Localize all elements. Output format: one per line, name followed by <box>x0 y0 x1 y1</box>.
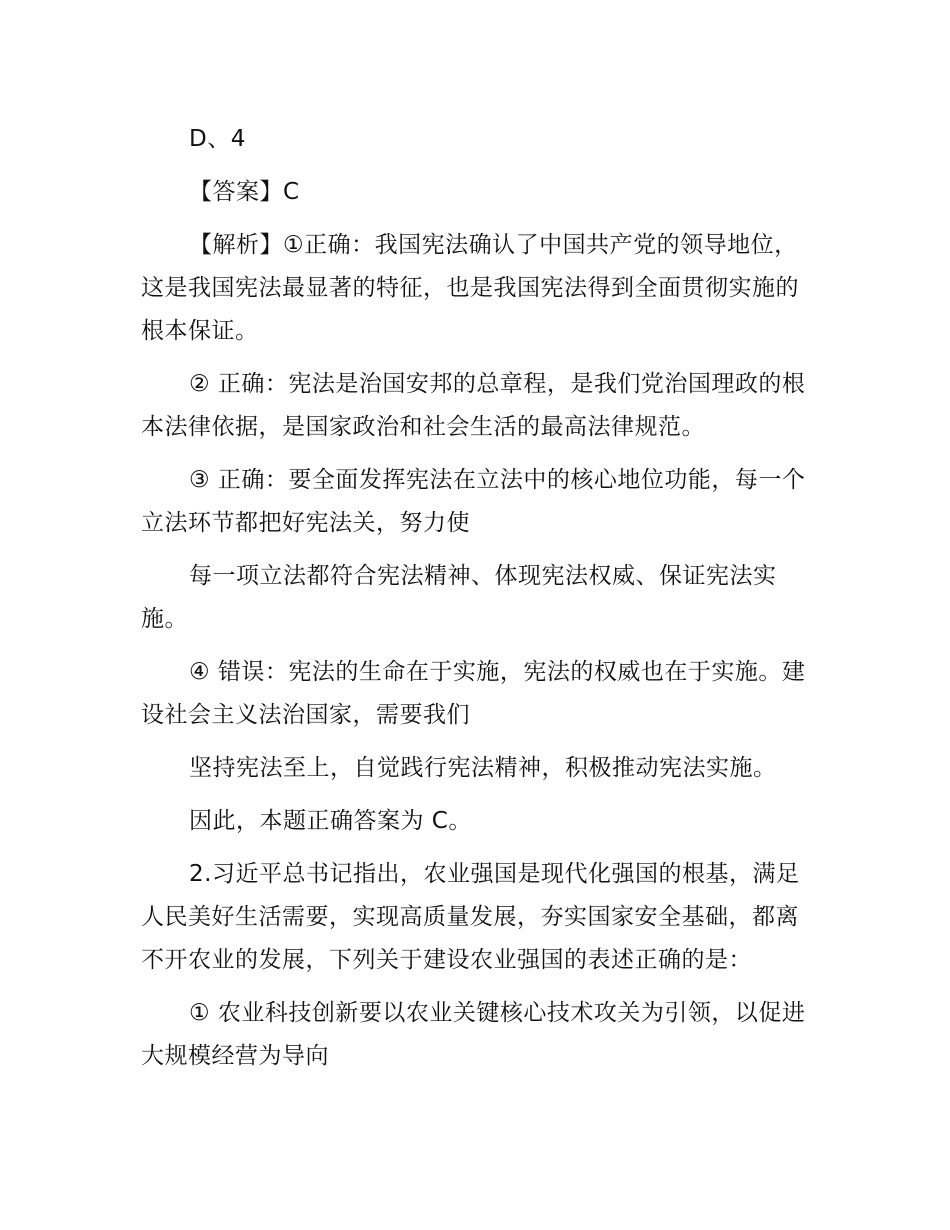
option-d-line: D、4 <box>189 126 246 152</box>
analysis-point-3: ③ 正确：要全面发挥宪法在立法中的核心地位功能，每一个立法环节都把好宪法关，努力使 <box>141 467 806 536</box>
analysis-point-4: ④ 错误：宪法的生命在于实施，宪法的权威也在于实施。建设社会主义法治国家，需要我们 <box>141 659 806 728</box>
question-2-stem: 2.习近平总书记指出，农业强国是现代化强国的根基，满足人民美好生活需要，实现高质量发展，夯实国家安全基础，都离不开农业的发展，下列关于建设农业强国的表述正确的是： <box>141 861 800 973</box>
conclusion-line: 因此，本题正确答案为 C。 <box>189 808 472 834</box>
analysis-point-3-continued: 每一项立法都符合宪法精神、体现宪法权威、保证宪法实施。 <box>141 563 777 632</box>
analysis-point-4-continued: 坚持宪法至上，自觉践行宪法精神，积极推动宪法实施。 <box>189 755 777 781</box>
analysis-point-1: 【解析】①正确：我国宪法确认了中国共产党的领导地位，这是我国宪法最显著的特征，也是我国宪法得到全面贯彻实施的根本保证。 <box>141 232 799 344</box>
document-body <box>141 118 811 1088</box>
question-2-option-1: ① 农业科技创新要以农业关键核心技术攻关为引领，以促进大规模经营为导向 <box>141 1000 806 1069</box>
analysis-point-2: ② 正确：宪法是治国安邦的总章程，是我们党治国理政的根本法律依据，是国家政治和社会生活的最高法律规范。 <box>141 371 806 440</box>
answer-line: 【答案】C <box>189 179 300 205</box>
